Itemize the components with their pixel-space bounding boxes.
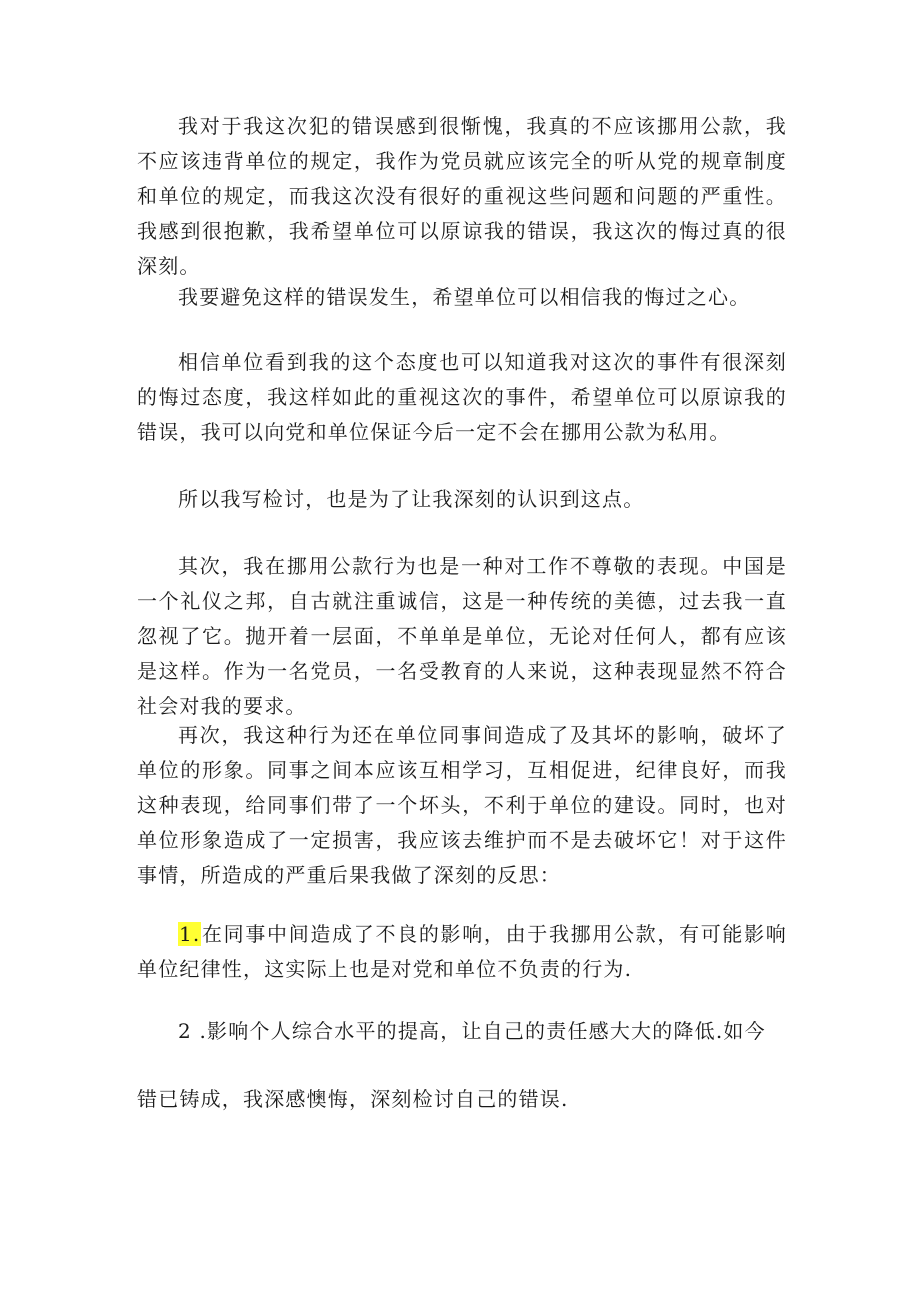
paragraph-6: 再次，我这种行为还在单位同事间造成了及其坏的影响，破坏了单位的形象。同事之间本应该互相学习，互相促进，纪律良好，而我这种表现，给同事们带了一个坏头，不利于单位的建设。同时，也对单位形象造成了一定损害，我应该去维护而不是去破坏它！对于这件事情，所造成的严重后果我做了深刻的反思： [137,723,787,887]
paragraph-4: 所以我写检讨，也是为了让我深刻的认识到这点。 [178,487,645,511]
list-item-2-line-1: 2 .影响个人综合水平的提高，让自己的责任感大大的降低.如今 [178,1019,766,1043]
paragraph-5: 其次，我在挪用公款行为也是一种对工作不尊敬的表现。中国是一个礼仪之邦，自古就注重诚信，这是一种传统的美德，过去我一直忽视了它。抛开着一层面，不单单是单位，无论对任何人，都有应该是这样。作为一名党员，一名受教育的人来说，这种表现显然不符合社会对我的要求。 [137,554,787,718]
list-item-1 [137,917,787,987]
list-item-2-line-2: 错已铸成，我深感懊悔，深刻检讨自己的错误. [137,1087,569,1111]
paragraph-2: 我要避免这样的错误发生，希望单位可以相信我的悔过之心。 [178,285,751,309]
list-item-1-text: 在同事中间造成了不良的影响，由于我挪用公款，有可能影响单位纪律性，这实际上也是对党和单位不负责的行为. [137,922,787,981]
paragraph-1: 我对于我这次犯的错误感到很惭愧，我真的不应该挪用公款，我不应该违背单位的规定，我作为党员就应该完全的听从党的规章制度和单位的规定，而我这次没有很好的重视这些问题和问题的严重性。我感到很抱歉，我希望单位可以原谅我的错误，我这次的悔过真的很深刻。 [137,114,787,278]
paragraph-3: 相信单位看到我的这个态度也可以知道我对这次的事件有很深刻的悔过态度，我这样如此的重视这次的事件，希望单位可以原谅我的错误，我可以向党和单位保证今后一定不会在挪用公款为私用。 [137,350,787,444]
highlighted-item-number: 1. [179,922,201,946]
